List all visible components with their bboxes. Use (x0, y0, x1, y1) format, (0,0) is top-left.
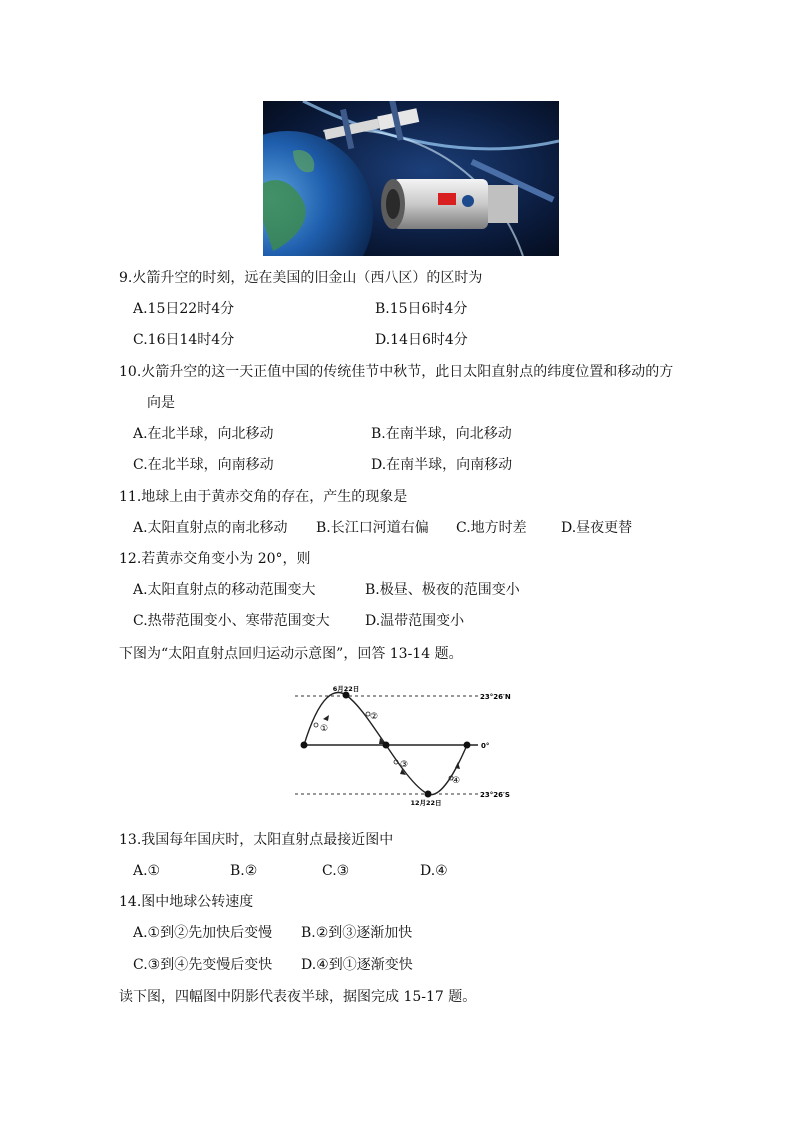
question-11-option-c: C.地方时差 (456, 520, 527, 536)
marker-1-dot (314, 723, 318, 727)
question-10-option-d: D.在南半球，向南移动 (371, 457, 513, 473)
question-11-option-a: A.太阳直射点的南北移动 (133, 520, 288, 536)
marker-1-label: ① (320, 724, 329, 734)
question-10-stem-line-2: 向是 (147, 395, 175, 411)
arrow-1 (323, 715, 329, 721)
marker-4-label: ④ (452, 776, 461, 786)
question-14-option-a: A.①到②先加快后变慢 (133, 925, 273, 941)
question-13-option-c: C.③ (322, 863, 350, 879)
question-14-option-c: C.③到④先变慢后变快 (133, 957, 273, 973)
question-9-stem: 9.火箭升空的时刻，远在美国的旧金山（西八区）的区时为 (119, 270, 483, 286)
point-september-equinox (383, 742, 390, 749)
intro-questions-13-14: 下图为“太阳直射点回归运动示意图”，回答 13-14 题。 (119, 646, 463, 662)
question-12-option-a: A.太阳直射点的移动范围变大 (133, 582, 316, 598)
question-10-option-c: C.在北半球，向南移动 (133, 457, 274, 473)
space-station-illustration (263, 101, 559, 256)
subsolar-migration-diagram (290, 683, 520, 808)
question-14-option-d: D.④到①逐渐变快 (301, 957, 413, 973)
question-12-option-d: D.温带范围变小 (365, 613, 465, 629)
question-11-option-d: D.昼夜更替 (561, 520, 633, 536)
question-13-option-d: D.④ (420, 863, 448, 879)
question-14-stem: 14.图中地球公转速度 (119, 894, 254, 910)
question-10-option-b: B.在南半球，向北移动 (371, 426, 512, 442)
label-december-solstice: 12月22日 (410, 799, 442, 807)
question-11-stem: 11.地球上由于黄赤交角的存在，产生的现象是 (119, 489, 408, 505)
label-equator: 0° (481, 742, 490, 750)
space-station-photo (263, 101, 559, 256)
marker-3-label: ③ (400, 760, 409, 770)
question-13-option-a: A.① (133, 863, 161, 879)
intro-questions-15-17: 读下图，四幅图中阴影代表夜半球，据图完成 15-17 题。 (119, 989, 477, 1005)
question-9-option-a: A.15日22时4分 (133, 301, 235, 317)
point-december-solstice (425, 791, 432, 798)
label-june-solstice: 6月22日 (332, 685, 360, 693)
question-10-stem-line-1: 10.火箭升空的这一天正值中国的传统佳节中秋节，此日太阳直射点的纬度位置和移动的方 (119, 364, 674, 380)
marker-2-label: ② (370, 712, 379, 722)
question-12-stem: 12.若黄赤交角变小为 20°，则 (119, 551, 311, 567)
question-9-option-c: C.16日14时4分 (133, 332, 235, 348)
label-23-26-s: 23°26′S (480, 791, 510, 799)
question-11-option-b: B.长江口河道右偏 (316, 520, 429, 536)
question-9-option-b: B.15日6时4分 (375, 301, 468, 317)
question-13-stem: 13.我国每年国庆时，太阳直射点最接近图中 (119, 832, 394, 848)
point-march-equinox (301, 742, 308, 749)
question-10-option-a: A.在北半球，向北移动 (133, 426, 274, 442)
point-next-march-equinox (464, 742, 471, 749)
question-12-option-c: C.热带范围变小、寒带范围变大 (133, 613, 330, 629)
label-23-26-n: 23°26′N (480, 693, 511, 701)
question-13-option-b: B.② (230, 863, 258, 879)
question-9-option-d: D.14日6时4分 (375, 332, 468, 348)
question-14-option-b: B.②到③逐渐加快 (301, 925, 413, 941)
question-12-option-b: B.极昼、极夜的范围变小 (365, 582, 520, 598)
